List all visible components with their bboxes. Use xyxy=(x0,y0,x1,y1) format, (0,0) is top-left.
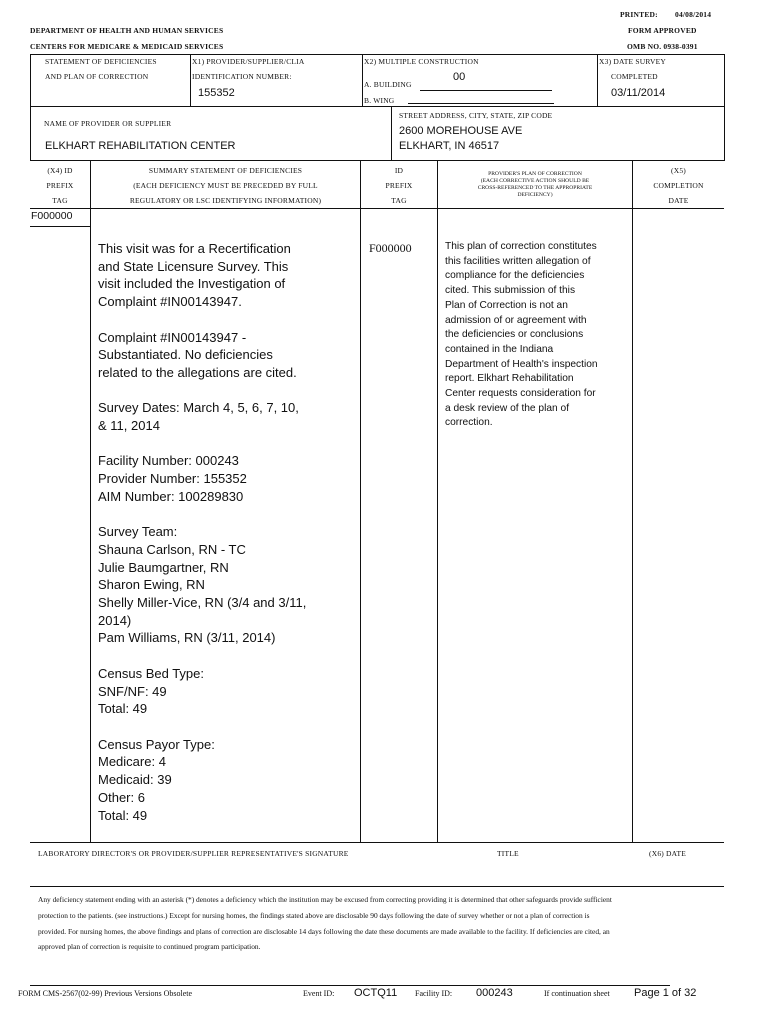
statement-label: STATEMENT OF DEFICIENCIES xyxy=(45,57,157,66)
title-label: TITLE xyxy=(497,849,519,858)
address-line-1: 2600 MOREHOUSE AVE xyxy=(399,125,523,137)
poc-header xyxy=(438,171,632,199)
poc-header-line-1: PROVIDER'S PLAN OF CORRECTION xyxy=(488,171,582,177)
summary-statement: This visit was for a Recertification and State Licensure Survey. This visit included the Investigation of Complaint #IN00143947. Complaint #IN00143947 - Substantiated. No deficiencies related to the allegations are cited. Survey Dates: March 4, 5, 6, 7, 10, & 11, 2014 Facility Number: 000243 Provider Number: 155352 AIM Number: 100289830 Survey Team: Shauna Carlson, RN - TC Julie Baumgartner, RN Sharon Ewing, RN Shelly Miller-Vice, RN (3/4 and 3/11, 2014) Pam Williams, RN (3/11, 2014) Census Bed Type: SNF/NF: 49 Total: 49 Census Payor Type: Medicare: 4 Medicaid: 39 Other: 6 Total: 49 xyxy=(98,241,307,823)
building-value: 00 xyxy=(453,71,466,83)
form-id: FORM CMS-2567(02-99) Previous Versions Obsolete xyxy=(18,989,193,998)
plan-of-correction: This plan of correction constitutes this facilities written allegation of compliance for the deficiencies cited. This submission of this Plan of Correction is not an admission of or agreement with the deficiencies or conclusions contained in the Indiana Department of Health's inspection report. Elkhart Rehabilitation Center requests consideration for a desk review of the plan of correction. xyxy=(445,241,598,429)
x6-date-label: (X6) DATE xyxy=(649,849,687,858)
poc-header-line-3: CROSS-REFERENCED TO THE APPROPRIATE xyxy=(477,185,593,191)
summary-header: SUMMARY STATEMENT OF DEFICIENCIES xyxy=(148,166,303,175)
facility-id-value: 000243 xyxy=(476,987,513,999)
provider-name-label: NAME OF PROVIDER OR SUPPLIER xyxy=(44,119,172,128)
x3-label: X3) DATE SURVEY xyxy=(599,57,666,66)
provider-id-value: 155352 xyxy=(198,87,235,99)
facility-id-label: Facility ID: xyxy=(415,989,453,998)
id-tag-header: TAG xyxy=(391,196,407,205)
right-tag: F000000 xyxy=(369,241,412,255)
event-id-label: Event ID: xyxy=(303,989,335,998)
x3-sub-label: COMPLETED xyxy=(611,72,658,81)
x4-tag-header: TAG xyxy=(52,196,68,205)
address-label: STREET ADDRESS, CITY, STATE, ZIP CODE xyxy=(399,111,553,120)
id-header: ID xyxy=(394,166,404,175)
summary-sub-header-2: REGULATORY OR LSC IDENTIFYING INFORMATION) xyxy=(129,196,322,205)
provider-name-value: ELKHART REHABILITATION CENTER xyxy=(45,140,236,152)
page-number: Page 1 of 32 xyxy=(634,987,697,999)
signature-label: LABORATORY DIRECTOR'S OR PROVIDER/SUPPLIER REPRESENTATIVE'S SIGNATURE xyxy=(38,849,349,858)
date-header: DATE xyxy=(668,196,689,205)
summary-sub-header: (EACH DEFICIENCY MUST BE PRECEDED BY FULL xyxy=(133,181,318,190)
poc-header-line-2: (EACH CORRECTIVE ACTION SHOULD BE xyxy=(480,178,590,184)
left-tag: F000000 xyxy=(31,210,73,222)
department-title: DEPARTMENT OF HEALTH AND HUMAN SERVICES xyxy=(30,26,224,35)
omb-number: OMB NO. 0938-0391 xyxy=(627,42,698,51)
printed-date: 04/08/2014 xyxy=(675,10,712,19)
poc-header-line-4: DEFICIENCY) xyxy=(517,192,553,198)
event-id-value: OCTQ11 xyxy=(354,987,398,999)
x2-label: X2) MULTIPLE CONSTRUCTION xyxy=(364,57,479,66)
x1-label: X1) PROVIDER/SUPPLIER/CLIA xyxy=(192,57,305,66)
x4-prefix-header: PREFIX xyxy=(46,181,74,190)
building-label: A. BUILDING xyxy=(364,80,412,89)
x4-id-header: (X4) ID xyxy=(47,166,73,175)
x5-header: (X5) xyxy=(671,166,686,175)
wing-label: B. WING xyxy=(364,96,395,105)
x1-sub-label: IDENTIFICATION NUMBER: xyxy=(192,72,292,81)
survey-date-value: 03/11/2014 xyxy=(611,87,666,99)
plan-label: AND PLAN OF CORRECTION xyxy=(45,72,149,81)
form-approved: FORM APPROVED xyxy=(628,26,697,35)
address-line-2: ELKHART, IN 46517 xyxy=(399,140,500,152)
continuation-label: If continuation sheet xyxy=(544,989,610,998)
completion-header: COMPLETION xyxy=(653,181,704,190)
disclaimer-text: Any deficiency statement ending with an asterisk (*) denotes a deficiency which the institution may be excused from correcting providing it is determined that other safeguards provide sufficient protection to the patients. (see instructions.) Except for nursing homes, the findings stated above are disclosable 90 days following the date of survey whether or not a plan of correction is provided. For nursing homes, the above findings and plans of correction are disclosable 14 days following the date these documents are made available to the facility. If deficiencies are cited, an approved plan of correction is requisite to continued program participation. xyxy=(38,895,612,952)
printed-label: PRINTED: xyxy=(620,10,658,19)
centers-title: CENTERS FOR MEDICARE & MEDICAID SERVICES xyxy=(30,42,224,51)
id-prefix-header: PREFIX xyxy=(385,181,413,190)
